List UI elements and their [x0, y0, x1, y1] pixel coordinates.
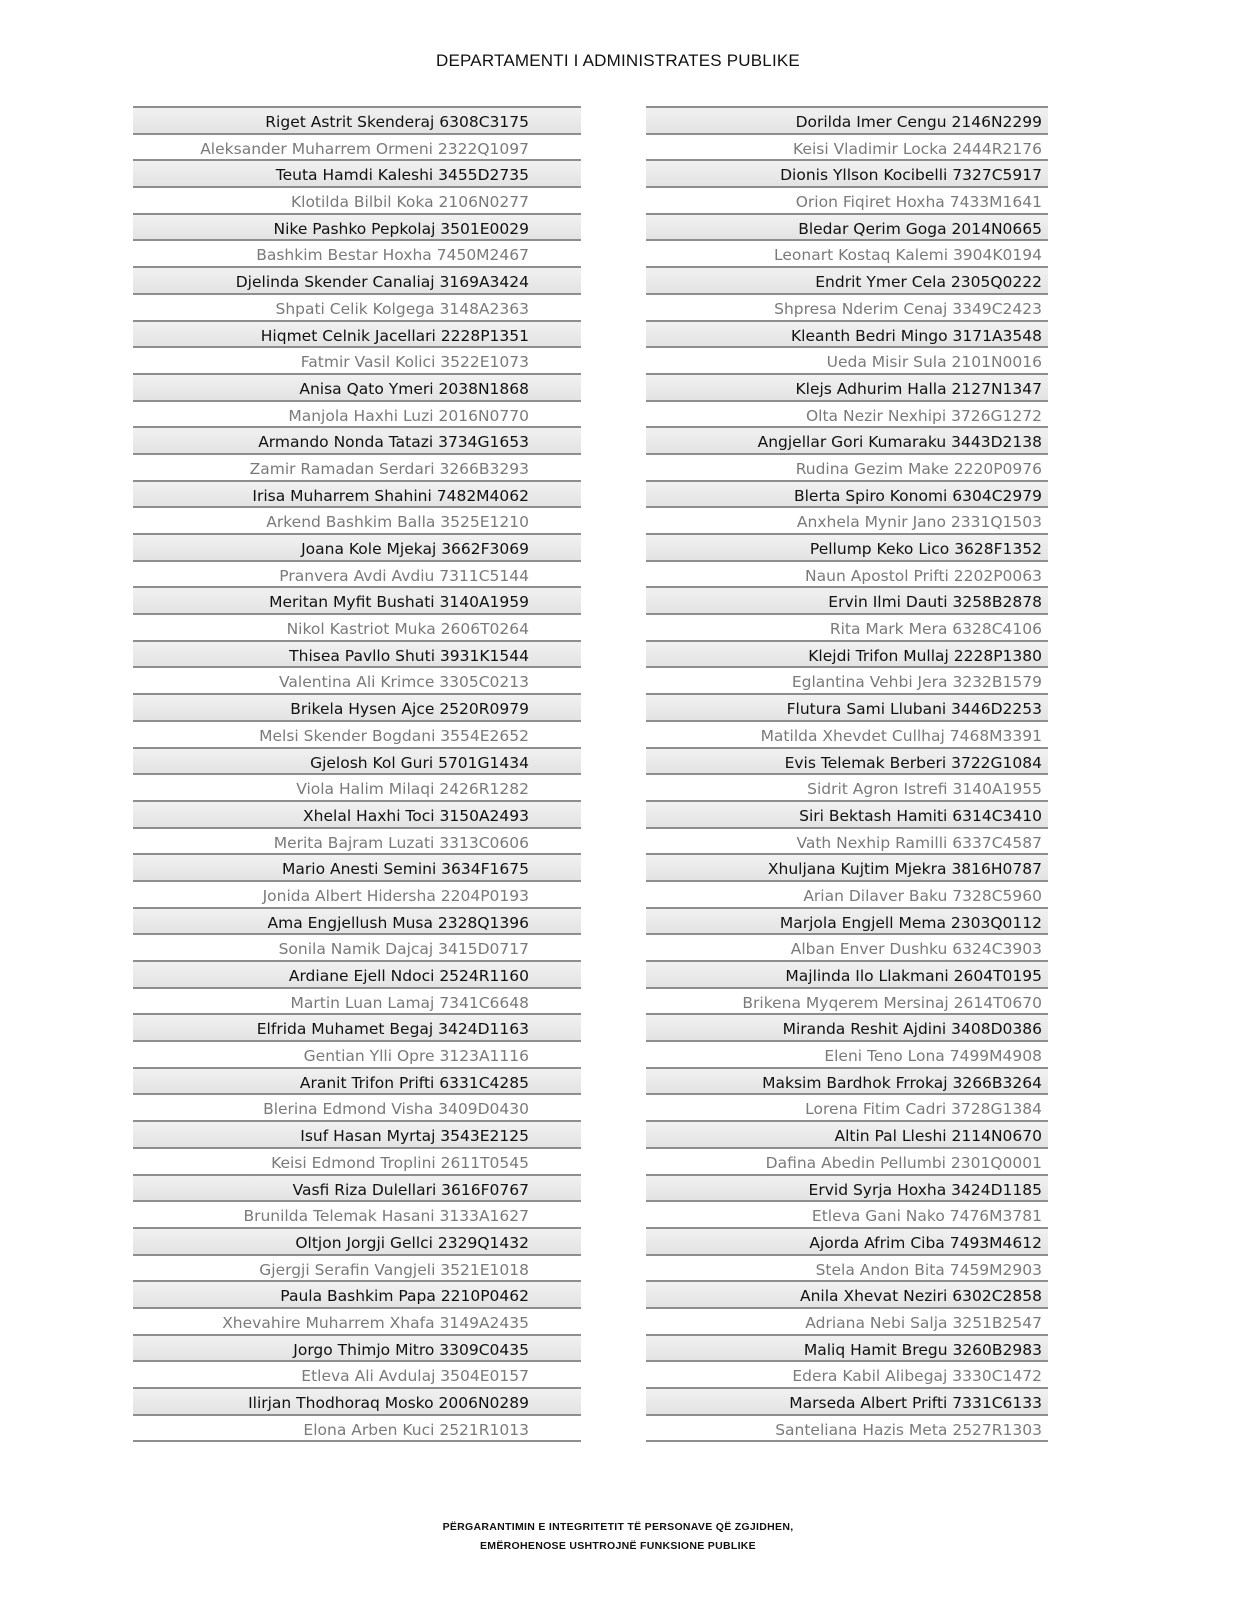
list-item: Siri Bektash Hamiti 6314C3410	[646, 802, 1048, 829]
list-item: Blerina Edmond Visha 3409D0430	[133, 1095, 581, 1122]
list-item: Marseda Albert Prifti 7331C6133	[646, 1389, 1048, 1416]
list-item: Jonida Albert Hidersha 2204P0193	[133, 882, 581, 909]
list-item: Viola Halim Milaqi 2426R1282	[133, 775, 581, 802]
right-name-list	[646, 106, 1048, 1442]
list-item: Mario Anesti Semini 3634F1675	[133, 855, 581, 882]
list-item: Orion Fiqiret Hoxha 7433M1641	[646, 188, 1048, 215]
list-item: Matilda Xhevdet Cullhaj 7468M3391	[646, 722, 1048, 749]
list-item: Hiqmet Celnik Jacellari 2228P1351	[133, 322, 581, 349]
list-item: Ardiane Ejell Ndoci 2524R1160	[133, 962, 581, 989]
list-item: Blerta Spiro Konomi 6304C2979	[646, 482, 1048, 509]
footer-line-1: PËRGARANTIMIN E INTEGRITETIT TË PERSONAVE QË ZGJIDHEN,	[442, 1521, 794, 1533]
list-item: Shpati Celik Kolgega 3148A2363	[133, 295, 581, 322]
list-item: Elona Arben Kuci 2521R1013	[133, 1416, 581, 1443]
list-item: Rita Mark Mera 6328C4106	[646, 615, 1048, 642]
list-item: Fatmir Vasil Kolici 3522E1073	[133, 348, 581, 375]
list-item: Sonila Namik Dajcaj 3415D0717	[133, 935, 581, 962]
list-item: Brikela Hysen Ajce 2520R0979	[133, 695, 581, 722]
list-item: Riget Astrit Skenderaj 6308C3175	[133, 108, 581, 135]
list-item: Vasfi Riza Dulellari 3616F0767	[133, 1176, 581, 1203]
list-item: Ama Engjellush Musa 2328Q1396	[133, 909, 581, 936]
list-item: Alban Enver Dushku 6324C3903	[646, 935, 1048, 962]
list-item: Pellump Keko Lico 3628F1352	[646, 535, 1048, 562]
list-item: Klejdi Trifon Mullaj 2228P1380	[646, 642, 1048, 669]
list-item: Miranda Reshit Ajdini 3408D0386	[646, 1015, 1048, 1042]
list-item: Leonart Kostaq Kalemi 3904K0194	[646, 241, 1048, 268]
list-item: Majlinda Ilo Llakmani 2604T0195	[646, 962, 1048, 989]
list-item: Elfrida Muhamet Begaj 3424D1163	[133, 1015, 581, 1042]
list-item: Nike Pashko Pepkolaj 3501E0029	[133, 215, 581, 242]
list-item: Sidrit Agron Istrefi 3140A1955	[646, 775, 1048, 802]
list-item: Brunilda Telemak Hasani 3133A1627	[133, 1202, 581, 1229]
list-item: Gjelosh Kol Guri 5701G1434	[133, 749, 581, 776]
list-item: Thisea Pavllo Shuti 3931K1544	[133, 642, 581, 669]
list-item: Evis Telemak Berberi 3722G1084	[646, 749, 1048, 776]
list-item: Nikol Kastriot Muka 2606T0264	[133, 615, 581, 642]
list-item: Dafina Abedin Pellumbi 2301Q0001	[646, 1149, 1048, 1176]
list-item: Irisa Muharrem Shahini 7482M4062	[133, 482, 581, 509]
list-item: Ervin Ilmi Dauti 3258B2878	[646, 588, 1048, 615]
list-item: Paula Bashkim Papa 2210P0462	[133, 1282, 581, 1309]
list-item: Flutura Sami Llubani 3446D2253	[646, 695, 1048, 722]
left-name-list	[133, 106, 581, 1442]
list-item: Etleva Gani Nako 7476M3781	[646, 1202, 1048, 1229]
list-item: Joana Kole Mjekaj 3662F3069	[133, 535, 581, 562]
list-item: Keisi Edmond Troplini 2611T0545	[133, 1149, 581, 1176]
list-item: Arian Dilaver Baku 7328C5960	[646, 882, 1048, 909]
list-item: Vath Nexhip Ramilli 6337C4587	[646, 829, 1048, 856]
list-item: Martin Luan Lamaj 7341C6648	[133, 989, 581, 1016]
list-item: Anxhela Mynir Jano 2331Q1503	[646, 508, 1048, 535]
footer-note	[0, 1518, 1236, 1556]
list-item: Olta Nezir Nexhipi 3726G1272	[646, 402, 1048, 429]
list-item: Ueda Misir Sula 2101N0016	[646, 348, 1048, 375]
list-item: Merita Bajram Luzati 3313C0606	[133, 829, 581, 856]
page-title: DEPARTAMENTI I ADMINISTRATES PUBLIKE	[436, 51, 800, 70]
list-item: Meritan Myfit Bushati 3140A1959	[133, 588, 581, 615]
list-item: Eglantina Vehbi Jera 3232B1579	[646, 668, 1048, 695]
list-item: Oltjon Jorgji Gellci 2329Q1432	[133, 1229, 581, 1256]
list-item: Altin Pal Lleshi 2114N0670	[646, 1122, 1048, 1149]
list-item: Maliq Hamit Bregu 3260B2983	[646, 1336, 1048, 1363]
list-item: Armando Nonda Tatazi 3734G1653	[133, 428, 581, 455]
list-item: Lorena Fitim Cadri 3728G1384	[646, 1095, 1048, 1122]
list-item: Naun Apostol Prifti 2202P0063	[646, 562, 1048, 589]
list-item: Klotilda Bilbil Koka 2106N0277	[133, 188, 581, 215]
list-item: Edera Kabil Alibegaj 3330C1472	[646, 1362, 1048, 1389]
list-item: Endrit Ymer Cela 2305Q0222	[646, 268, 1048, 295]
list-item: Stela Andon Bita 7459M2903	[646, 1256, 1048, 1283]
list-item: Santeliana Hazis Meta 2527R1303	[646, 1416, 1048, 1443]
list-item: Aranit Trifon Prifti 6331C4285	[133, 1069, 581, 1096]
list-item: Isuf Hasan Myrtaj 3543E2125	[133, 1122, 581, 1149]
list-item: Kleanth Bedri Mingo 3171A3548	[646, 322, 1048, 349]
list-item: Xhuljana Kujtim Mjekra 3816H0787	[646, 855, 1048, 882]
list-item: Teuta Hamdi Kaleshi 3455D2735	[133, 161, 581, 188]
list-item: Ilirjan Thodhoraq Mosko 2006N0289	[133, 1389, 581, 1416]
list-item: Melsi Skender Bogdani 3554E2652	[133, 722, 581, 749]
list-item: Dorilda Imer Cengu 2146N2299	[646, 108, 1048, 135]
list-item: Djelinda Skender Canaliaj 3169A3424	[133, 268, 581, 295]
list-item: Keisi Vladimir Locka 2444R2176	[646, 135, 1048, 162]
list-item: Gjergji Serafin Vangjeli 3521E1018	[133, 1256, 581, 1283]
list-item: Rudina Gezim Make 2220P0976	[646, 455, 1048, 482]
list-item: Anila Xhevat Neziri 6302C2858	[646, 1282, 1048, 1309]
list-item: Maksim Bardhok Frrokaj 3266B3264	[646, 1069, 1048, 1096]
list-item: Xhelal Haxhi Toci 3150A2493	[133, 802, 581, 829]
list-item: Ajorda Afrim Ciba 7493M4612	[646, 1229, 1048, 1256]
list-item: Klejs Adhurim Halla 2127N1347	[646, 375, 1048, 402]
list-item: Valentina Ali Krimce 3305C0213	[133, 668, 581, 695]
list-item: Angjellar Gori Kumaraku 3443D2138	[646, 428, 1048, 455]
list-item: Marjola Engjell Mema 2303Q0112	[646, 909, 1048, 936]
list-item: Dionis Yllson Kocibelli 7327C5917	[646, 161, 1048, 188]
list-item: Manjola Haxhi Luzi 2016N0770	[133, 402, 581, 429]
list-item: Xhevahire Muharrem Xhafa 3149A2435	[133, 1309, 581, 1336]
list-item: Shpresa Nderim Cenaj 3349C2423	[646, 295, 1048, 322]
list-item: Etleva Ali Avdulaj 3504E0157	[133, 1362, 581, 1389]
list-item: Zamir Ramadan Serdari 3266B3293	[133, 455, 581, 482]
list-item: Jorgo Thimjo Mitro 3309C0435	[133, 1336, 581, 1363]
list-item: Bashkim Bestar Hoxha 7450M2467	[133, 241, 581, 268]
list-item: Pranvera Avdi Avdiu 7311C5144	[133, 562, 581, 589]
list-item: Aleksander Muharrem Ormeni 2322Q1097	[133, 135, 581, 162]
list-item: Anisa Qato Ymeri 2038N1868	[133, 375, 581, 402]
list-item: Bledar Qerim Goga 2014N0665	[646, 215, 1048, 242]
list-item: Eleni Teno Lona 7499M4908	[646, 1042, 1048, 1069]
list-item: Gentian Ylli Opre 3123A1116	[133, 1042, 581, 1069]
list-item: Arkend Bashkim Balla 3525E1210	[133, 508, 581, 535]
list-item: Ervid Syrja Hoxha 3424D1185	[646, 1176, 1048, 1203]
list-item: Adriana Nebi Salja 3251B2547	[646, 1309, 1048, 1336]
list-item: Brikena Myqerem Mersinaj 2614T0670	[646, 989, 1048, 1016]
footer-line-2: EMËROHENOSE USHTROJNË FUNKSIONE PUBLIKE	[480, 1540, 756, 1552]
